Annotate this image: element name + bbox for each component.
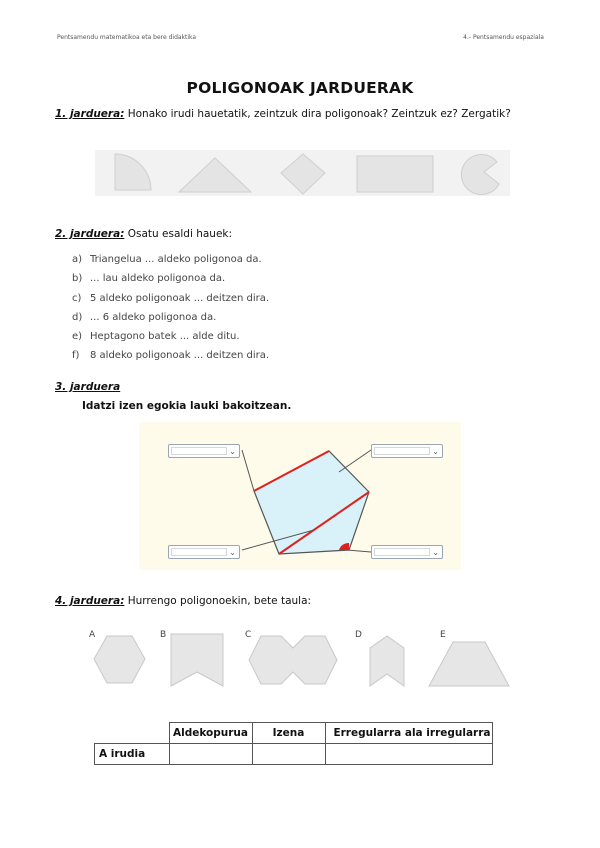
list-item-text: 8 aldeko poligonoak ... deitzen dira. [90,350,270,362]
header-right: 4.- Pentsamendu espaziala [463,34,544,41]
table-header-row [95,723,493,744]
chevron-down-icon: ⌄ [229,447,236,456]
list-item-text: 5 aldeko poligonoak ... deitzen dira. [90,292,270,304]
shape-label-c: C [245,630,252,640]
pointer-line [339,450,371,472]
row-label: A irudia [95,743,170,764]
list-item-text: ... lau aldeko poligonoa da. [90,273,226,285]
list-item-key: d) [72,311,83,323]
pointer-line [242,450,254,491]
activity-2-label: 2. jarduera: [55,228,125,240]
activity-1-text: Honako irudi hauetatik, zeintzuk dira poligonoak? Zeintzuk ez? Zergatik? [124,108,511,120]
list-item [72,331,269,350]
activity-1-label: 1. jarduera: [55,108,125,120]
activity-3-prompt [55,381,120,393]
trapezoid-shape-e [429,642,509,686]
activity-3-label: 3. jarduera [55,381,121,393]
dropdown-field [374,548,430,556]
double-hexagon-shape-c [249,636,337,684]
dropdown-field [374,447,430,455]
list-item [72,312,269,331]
activity-1-prompt [55,108,511,120]
hexagon-shape-a [94,636,145,683]
label-dropdown-top-right[interactable] [371,444,443,458]
table-cell-name[interactable] [252,743,325,764]
shape-label-d: D [355,630,362,640]
activity-4-prompt [55,595,311,607]
header-left: Pentsamendu matematikoa eta bere didaktika [57,34,197,41]
list-item-key: c) [72,292,82,304]
list-item-text: Heptagono batek ... alde ditu. [90,331,240,343]
label-dropdown-top-left[interactable] [168,444,240,458]
label-dropdown-bottom-left[interactable] [168,545,240,559]
activity-4-label: 4. jarduera: [55,595,125,607]
column-header-sides: Aldekopurua [169,723,252,744]
table-cell-regular[interactable] [325,743,492,764]
activity-2-list [72,254,269,370]
list-item-key: a) [72,254,83,265]
pointer-line [347,550,371,552]
column-header-name: Izena [252,723,325,744]
chevron-down-icon: ⌄ [432,447,439,456]
list-item [72,293,269,312]
pennant-shape-b [171,634,223,686]
pentagon-figure [139,422,461,570]
list-item-text: Triangelua ... aldeko poligonoa da. [90,254,262,265]
chevron-down-icon: ⌄ [229,548,236,557]
list-item-key: b) [72,273,83,285]
list-item [72,350,269,369]
dropdown-field [171,548,227,556]
list-item [72,254,269,273]
table-cell-sides[interactable] [169,743,252,764]
label-dropdown-bottom-right[interactable] [371,545,443,559]
list-item-key: f) [72,350,80,362]
shape-label-e: E [440,630,446,640]
table-corner-cell [95,723,170,744]
activity-3-subtitle: Idatzi izen egokia lauki bakoitzean. [82,400,292,412]
chevron-down-icon: ⌄ [432,548,439,557]
chevron-shape-d [370,636,404,686]
pentagon-shape [254,451,369,554]
activity-4-shapes [85,628,515,698]
activity-2-text: Osatu esaldi hauek: [124,228,233,240]
shape-label-a: A [89,630,96,640]
activity-2-prompt [55,228,232,240]
rectangle-shape [357,156,433,192]
column-header-regular: Erregularra ala irregularra [325,723,492,744]
dropdown-field [171,447,227,455]
activity-4-text: Hurrengo poligonoekin, bete taula: [124,595,312,607]
polygon-table [94,722,493,765]
list-item-key: e) [72,331,83,343]
activity-1-shapes [95,150,510,196]
list-item [72,273,269,292]
list-item-text: ... 6 aldeko poligonoa da. [90,311,217,323]
table-row [95,743,493,764]
page-title: POLIGONOAK JARDUERAK [186,79,414,97]
shape-label-b: B [160,630,167,640]
